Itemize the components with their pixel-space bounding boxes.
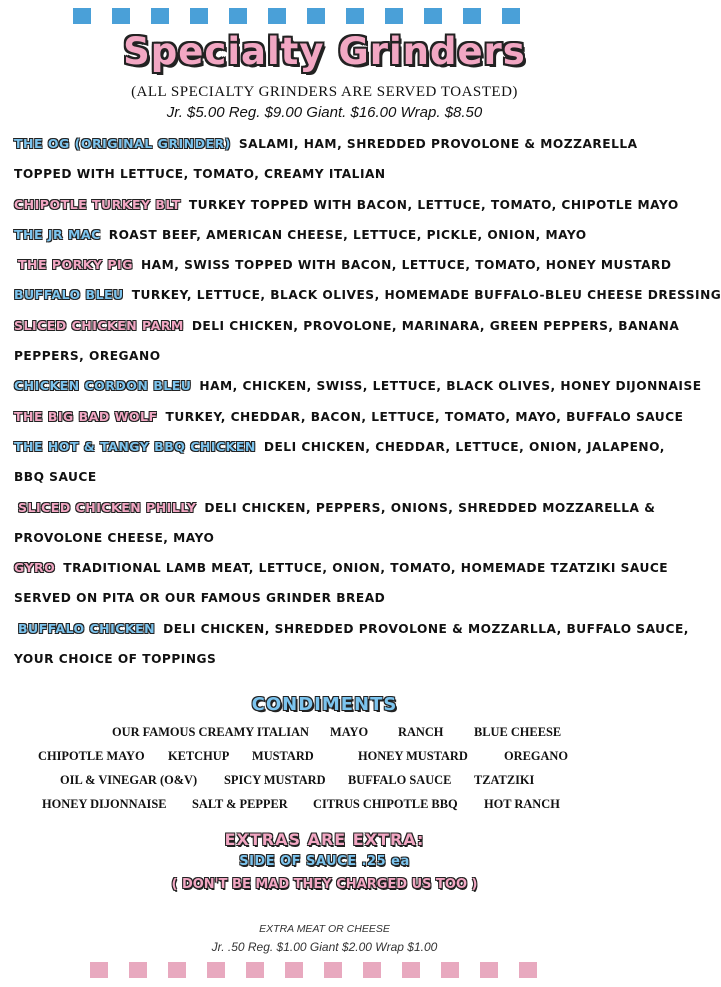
decorative-square <box>129 962 147 978</box>
item-name: THE OG (ORIGINAL GRINDER) <box>14 136 231 151</box>
decorative-square <box>268 8 286 24</box>
condiment-item: OIL & VINEGAR (O&V) <box>60 773 198 787</box>
decorative-square <box>519 962 537 978</box>
item-description: TURKEY, LETTUCE, BLACK OLIVES, HOMEMADE BUFFALO-BLEU CHEESE DRESSING <box>131 288 721 303</box>
menu-line <box>14 375 702 405</box>
menu-line <box>14 618 689 648</box>
decorative-square <box>402 962 420 978</box>
decorative-square <box>480 962 498 978</box>
decorative-square <box>246 962 264 978</box>
grinder-menu-list <box>14 133 721 678</box>
decorative-square <box>229 8 247 24</box>
toasted-note: (ALL SPECIALTY GRINDERS ARE SERVED TOASTED) <box>131 84 518 100</box>
item-name: CHIPOTLE TURKEY BLT <box>14 196 181 212</box>
top-decorative-squares <box>0 8 649 28</box>
item-name: BUFFALO BLEU <box>14 287 124 303</box>
decorative-square <box>73 8 91 24</box>
condiment-item: RANCH <box>398 725 444 739</box>
menu-line <box>14 587 644 617</box>
item-description: DELI CHICKEN, CHEDDAR, LETTUCE, ONION, JALAPENO, <box>263 439 665 454</box>
menu-line <box>14 163 644 193</box>
item-name: GYRO <box>14 560 56 576</box>
menu-line <box>14 557 669 587</box>
decorative-square <box>285 962 303 978</box>
item-description: HAM, CHICKEN, SWISS, LETTUCE, BLACK OLIVES, HONEY DIJONNAISE <box>199 379 702 394</box>
condiment-item: HOT RANCH <box>484 797 560 811</box>
decorative-square <box>363 962 381 978</box>
menu-line <box>14 133 644 163</box>
condiment-item: SALT & PEPPER <box>192 797 288 811</box>
item-description: SALAMI, HAM, SHREDDED PROVOLONE & MOZZARELLA <box>238 137 638 151</box>
condiment-item: HONEY DIJONNAISE <box>42 797 167 811</box>
condiment-item: SPICY MUSTARD <box>224 773 326 787</box>
menu-line <box>14 254 672 284</box>
decorative-square <box>151 8 169 24</box>
decorative-square <box>463 8 481 24</box>
menu-line <box>14 406 684 436</box>
condiment-item: CITRUS CHIPOTLE BBQ <box>313 797 458 811</box>
item-description: HAM, SWISS TOPPED WITH BACON, LETTUCE, TOMATO, HONEY MUSTARD <box>140 258 672 273</box>
item-name: SLICED CHICKEN PHILLY <box>18 499 197 515</box>
condiment-item: KETCHUP <box>168 749 230 763</box>
menu-line <box>14 527 644 557</box>
condiment-item: OREGANO <box>504 749 569 763</box>
item-name: THE BIG BAD WOLF <box>14 408 158 424</box>
item-description: DELI CHICKEN, PEPPERS, ONIONS, SHREDDED MOZZARELLA & <box>204 500 656 515</box>
item-description: YOUR CHOICE OF TOPPINGS <box>14 652 217 667</box>
decorative-square <box>424 8 442 24</box>
condiment-item: BLUE CHEESE <box>474 725 562 739</box>
decorative-square <box>207 962 225 978</box>
decorative-square <box>168 962 186 978</box>
menu-line <box>14 315 680 345</box>
condiment-item: OUR FAMOUS CREAMY ITALIAN <box>112 725 309 739</box>
item-description: SERVED ON PITA OR OUR FAMOUS GRINDER BREAD <box>14 591 386 606</box>
menu-line <box>14 284 721 314</box>
bottom-decorative-squares <box>0 962 649 982</box>
decorative-square <box>502 8 520 24</box>
condiment-item: MUSTARD <box>252 749 314 763</box>
extra-meat-prices: Jr. .50 Reg. $1.00 Giant $2.00 Wrap $1.00 <box>211 940 438 954</box>
decorative-square <box>90 962 108 978</box>
item-description: TRADITIONAL LAMB MEAT, LETTUCE, ONION, TOMATO, HOMEMADE TZATZIKI SAUCE <box>63 561 669 576</box>
condiment-item: HONEY MUSTARD <box>358 749 468 763</box>
item-description: PROVOLONE CHEESE, MAYO <box>14 530 215 545</box>
decorative-square <box>190 8 208 24</box>
menu-line <box>14 224 644 254</box>
condiment-item: BUFFALO SAUCE <box>348 773 452 787</box>
item-name: THE JR MAC <box>14 226 101 242</box>
decorative-square <box>112 8 130 24</box>
item-description: BBQ SAUCE <box>14 470 97 485</box>
item-description: DELI CHICKEN, PROVOLONE, MARINARA, GREEN PEPPERS, BANANA <box>191 318 680 333</box>
decorative-square <box>385 8 403 24</box>
menu-line <box>14 497 656 527</box>
menu-line <box>14 345 644 375</box>
item-name: BUFFALO CHICKEN <box>18 620 156 636</box>
condiment-item: TZATZIKI <box>474 773 535 787</box>
item-name: THE HOT & TANGY BBQ CHICKEN <box>14 438 256 454</box>
menu-line <box>14 648 644 678</box>
condiment-item: CHIPOTLE MAYO <box>38 749 145 763</box>
item-name: CHICKEN CORDON BLEU <box>14 378 192 394</box>
item-description: ROAST BEEF, AMERICAN CHEESE, LETTUCE, PICKLE, ONION, MAYO <box>108 227 587 242</box>
item-name: SLICED CHICKEN PARM <box>14 317 184 333</box>
menu-line <box>14 194 679 224</box>
item-description: TOPPED WITH LETTUCE, TOMATO, CREAMY ITALIAN <box>14 167 386 182</box>
extra-meat-title: EXTRA MEAT OR CHEESE <box>259 923 390 935</box>
side-of-sauce-price: SIDE OF SAUCE .25 ea <box>239 854 410 869</box>
decorative-square <box>324 962 342 978</box>
item-description: DELI CHICKEN, SHREDDED PROVOLONE & MOZZARLLA, BUFFALO SAUCE, <box>163 621 689 636</box>
item-description: PEPPERS, OREGANO <box>14 349 161 364</box>
size-prices: Jr. $5.00 Reg. $9.00 Giant. $16.00 Wrap. $8.50 <box>166 104 483 121</box>
item-name: THE PORKY PIG <box>18 257 133 273</box>
decorative-square <box>307 8 325 24</box>
condiments-heading: CONDIMENTS <box>251 694 398 715</box>
extras-title: EXTRAS ARE EXTRA: <box>224 830 425 849</box>
decorative-square <box>441 962 459 978</box>
condiment-item: MAYO <box>330 725 369 739</box>
decorative-square <box>346 8 364 24</box>
extras-note: ( DON'T BE MAD THEY CHARGED US TOO ) <box>171 877 478 892</box>
menu-line <box>14 436 665 466</box>
item-description: TURKEY TOPPED WITH BACON, LETTUCE, TOMATO, CHIPOTLE MAYO <box>188 197 679 212</box>
menu-line <box>14 466 644 496</box>
page-title: Specialty Grinders <box>123 30 526 73</box>
item-description: TURKEY, CHEDDAR, BACON, LETTUCE, TOMATO, MAYO, BUFFALO SAUCE <box>165 409 684 424</box>
